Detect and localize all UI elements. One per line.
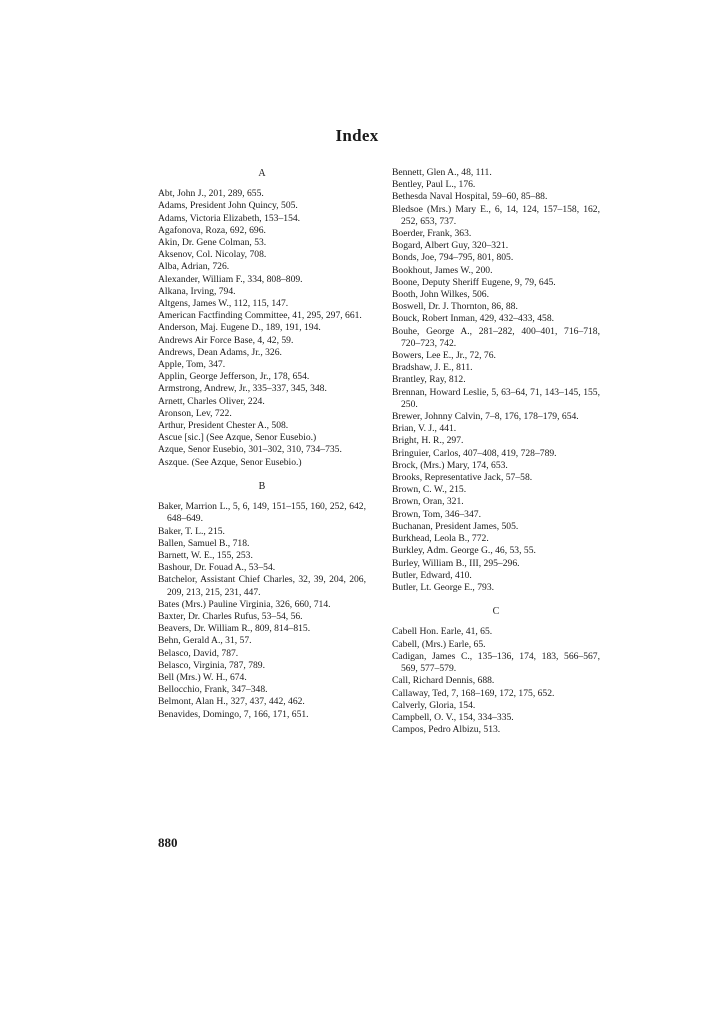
section-heading-a: A bbox=[258, 168, 266, 179]
index-column-left bbox=[158, 168, 366, 721]
index-entry: Butler, Edward, 410. bbox=[392, 569, 472, 581]
index-entry: Aronson, Lev, 722. bbox=[158, 407, 232, 419]
index-entry: Cabell Hon. Earle, 41, 65. bbox=[392, 626, 493, 638]
index-entry: Brantley, Ray, 812. bbox=[392, 374, 466, 386]
index-entry: Brooks, Representative Jack, 57–58. bbox=[392, 472, 533, 484]
index-entry: Ballen, Samuel B., 718. bbox=[158, 537, 250, 549]
index-entry: Alba, Adrian, 726. bbox=[158, 261, 230, 273]
index-entry: Bringuier, Carlos, 407–408, 419, 728–789. bbox=[392, 447, 557, 459]
index-entry: Adams, Victoria Elizabeth, 153–154. bbox=[158, 212, 301, 224]
index-entry: Beavers, Dr. William R., 809, 814–815. bbox=[158, 623, 311, 635]
index-entry: Burley, William B., III, 295–296. bbox=[392, 557, 520, 569]
index-entry: Applin, George Jefferson, Jr., 178, 654. bbox=[158, 371, 310, 383]
section-heading-c: C bbox=[492, 606, 500, 618]
index-entry: Burkhead, Leola B., 772. bbox=[392, 533, 489, 545]
index-entry: Call, Richard Dennis, 688. bbox=[392, 675, 495, 687]
index-entry: Bentley, Paul L., 176. bbox=[392, 179, 476, 191]
index-entry: Ascue [sic.] (See Azque, Senor Eusebio.) bbox=[158, 432, 317, 444]
index-entry: Baker, T. L., 215. bbox=[158, 525, 225, 537]
index-entry: Alexander, William F., 334, 808–809. bbox=[158, 273, 303, 285]
index-entry: Campos, Pedro Albizu, 513. bbox=[392, 724, 501, 736]
index-entry: Bledsoe (Mrs.) Mary E., 6, 14, 124, 157–158, 162, 252, 653, 737. bbox=[392, 203, 600, 227]
index-entry: Boerder, Frank, 363. bbox=[392, 228, 472, 240]
index-entry: Brian, V. J., 441. bbox=[392, 423, 457, 435]
index-entry: Brennan, Howard Leslie, 5, 63–64, 71, 143–145, 155, 250. bbox=[392, 386, 600, 410]
index-entry: Agafonova, Roza, 692, 696. bbox=[158, 224, 266, 236]
index-entry: Apple, Tom, 347. bbox=[158, 359, 226, 371]
index-entry: Cabell, (Mrs.) Earle, 65. bbox=[392, 638, 486, 650]
index-entry: Bouck, Robert Inman, 429, 432–433, 458. bbox=[392, 313, 555, 325]
index-entry: Bonds, Joe, 794–795, 801, 805. bbox=[392, 252, 514, 264]
index-entry: Bright, H. R., 297. bbox=[392, 435, 464, 447]
index-entry: Brock, (Mrs.) Mary, 174, 653. bbox=[392, 459, 508, 471]
index-entry: Brown, Oran, 321. bbox=[392, 496, 464, 508]
index-entry: Boone, Deputy Sheriff Eugene, 9, 79, 645. bbox=[392, 276, 556, 288]
index-entry: Bell (Mrs.) W. H., 674. bbox=[158, 672, 247, 684]
index-entry: Bogard, Albert Guy, 320–321. bbox=[392, 240, 509, 252]
entries-b-right bbox=[392, 167, 600, 594]
index-entry: Brewer, Johnny Calvin, 7–8, 176, 178–179, 654. bbox=[392, 411, 579, 423]
index-entry: Bennett, Glen A., 48, 111. bbox=[392, 167, 492, 178]
index-entry: Calverly, Gloria, 154. bbox=[392, 699, 476, 711]
index-entry: Andrews Air Force Base, 4, 42, 59. bbox=[158, 334, 294, 346]
index-entry: Bellocchio, Frank, 347–348. bbox=[158, 684, 268, 696]
entries-c bbox=[392, 626, 600, 736]
index-entry: Cadigan, James C., 135–136, 174, 183, 566–567, 569, 577–579. bbox=[392, 650, 600, 675]
index-entry: Belasco, Virginia, 787, 789. bbox=[158, 659, 265, 671]
entries-b-left bbox=[158, 501, 366, 721]
index-entry: Campbell, O. V., 154, 334–335. bbox=[392, 711, 514, 723]
index-entry: Callaway, Ted, 7, 168–169, 172, 175, 652. bbox=[392, 687, 555, 699]
index-entry: Arnett, Charles Oliver, 224. bbox=[158, 395, 265, 407]
index-entry: Behn, Gerald A., 31, 57. bbox=[158, 635, 252, 647]
index-column-right bbox=[392, 167, 600, 736]
index-entry: Bowers, Lee E., Jr., 72, 76. bbox=[392, 350, 496, 362]
index-entry: Batchelor, Assistant Chief Charles, 32, 39, 204, 206, 209, 213, 215, 231, 447. bbox=[158, 574, 366, 598]
index-entry: Burkley, Adm. George G., 46, 53, 55. bbox=[392, 545, 536, 557]
index-entry: Anderson, Maj. Eugene D., 189, 191, 194. bbox=[158, 322, 321, 334]
index-entry: Andrews, Dean Adams, Jr., 326. bbox=[158, 346, 282, 358]
index-entry: Bookhout, James W., 200. bbox=[392, 264, 493, 276]
index-entry: Belmont, Alan H., 327, 437, 442, 462. bbox=[158, 696, 305, 708]
index-entry: Altgens, James W., 112, 115, 147. bbox=[158, 298, 289, 310]
index-entry: Akin, Dr. Gene Colman, 53. bbox=[158, 237, 267, 248]
page-number: 880 bbox=[158, 835, 178, 850]
index-entry: American Factfinding Committee, 41, 295, 297, 661. bbox=[158, 310, 362, 322]
section-heading-b: B bbox=[258, 481, 266, 493]
index-entry: Bashour, Dr. Fouad A., 53–54. bbox=[158, 562, 276, 574]
index-entry: Baxter, Dr. Charles Rufus, 53–54, 56. bbox=[158, 611, 303, 623]
index-entry: Baker, Marrion L., 5, 6, 149, 151–155, 160, 252, 642, 648–649. bbox=[158, 501, 366, 525]
index-entry: Buchanan, President James, 505. bbox=[392, 520, 519, 532]
index-entry: Booth, John Wilkes, 506. bbox=[392, 289, 489, 301]
index-entry: Bates (Mrs.) Pauline Virginia, 326, 660, 714. bbox=[158, 598, 331, 610]
index-entry: Bethesda Naval Hospital, 59–60, 85–88. bbox=[392, 191, 548, 203]
index-entry: Brown, Tom, 346–347. bbox=[392, 508, 481, 520]
index-entry: Brown, C. W., 215. bbox=[392, 484, 467, 496]
index-entry: Armstrong, Andrew, Jr., 335–337, 345, 348. bbox=[158, 383, 327, 395]
index-entry: Alkana, Irving, 794. bbox=[158, 285, 236, 297]
index-entry: Adams, President John Quincy, 505. bbox=[158, 200, 298, 212]
entries-a bbox=[158, 188, 366, 469]
index-entry: Belasco, David, 787. bbox=[158, 647, 239, 659]
index-entry: Barnett, W. E., 155, 253. bbox=[158, 550, 253, 562]
index-entry: Boswell, Dr. J. Thornton, 86, 88. bbox=[392, 301, 518, 313]
index-entry: Azque, Senor Eusebio, 301–302, 310, 734–735. bbox=[158, 444, 342, 456]
index-entry: Butler, Lt. George E., 793. bbox=[392, 581, 495, 593]
index-entry: Abt, John J., 201, 289, 655. bbox=[158, 188, 264, 200]
index-entry: Bouhe, George A., 281–282, 400–401, 716–718, 720–723, 742. bbox=[392, 325, 600, 349]
index-entry: Benavides, Domingo, 7, 166, 171, 651. bbox=[158, 708, 309, 720]
page-title: Index bbox=[335, 126, 379, 145]
index-entry: Arthur, President Chester A., 508. bbox=[158, 420, 289, 432]
index-entry: Aksenov, Col. Nicolay, 708. bbox=[158, 249, 267, 261]
index-entry: Aszque. (See Azque, Senor Eusebio.) bbox=[158, 456, 302, 468]
index-entry: Bradshaw, J. E., 811. bbox=[392, 362, 473, 374]
